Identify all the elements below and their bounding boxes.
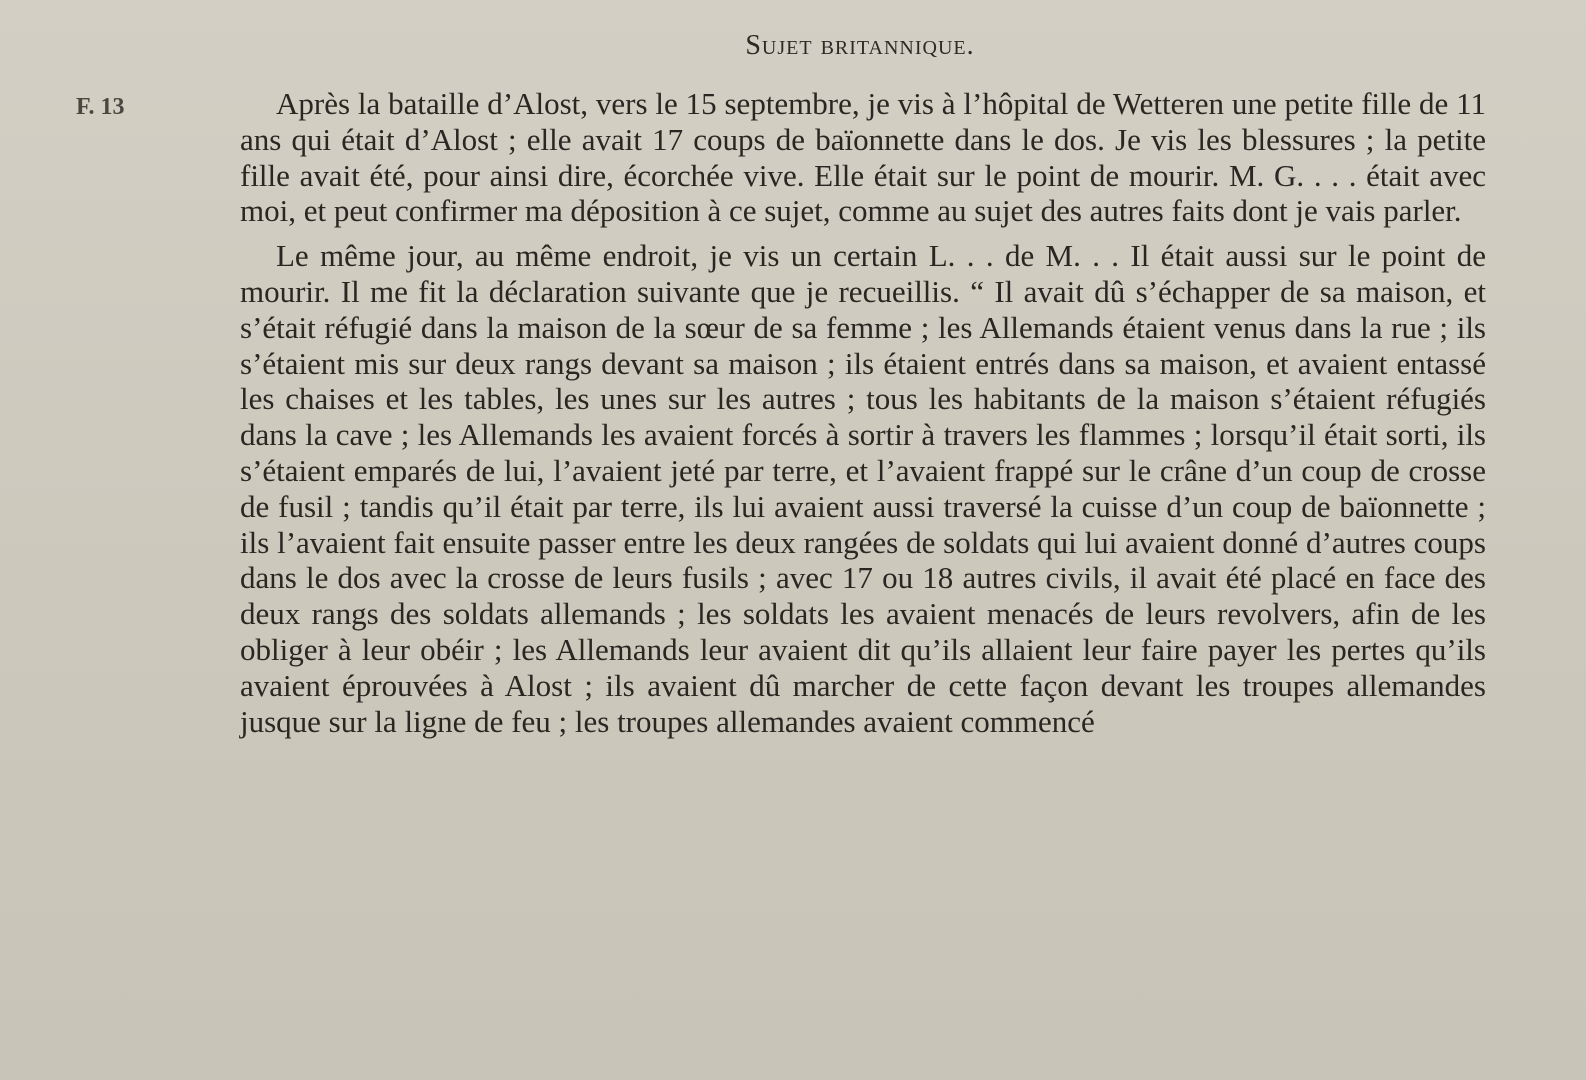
running-title: Sujet britannique.	[745, 30, 975, 61]
paragraph-2: Le même jour, au même endroit, je vis un certain L. . . de M. . . Il était aussi sur le point de mourir. Il me fit la déclaration suivante que je recueillis. “ Il avait dû s’échapper de sa maison, et s’était réfugié dans la maison de la sœur de sa femme ; les Allemands étaient venus dans la rue ; ils s’étaient mis sur deux rangs devant sa maison ; ils étaient entrés dans sa maison, et avaient entassé les chaises et les tables, les unes sur les autres ; tous les habitants de la maison s’étaient réfugiés dans la cave ; les Allemands les avaient forcés à sortir à travers les flammes ; lorsqu’il était sorti, ils s’étaient emparés de lui, l’avaient jeté par terre, et l’avaient frappé sur le crâne d’un coup de crosse de fusil ; tandis qu’il était par terre, ils lui avaient aussi traversé la cuisse d’un coup de baïonnette ; ils l’avaient fait ensuite passer entre les deux rangées de soldats qui lui avaient donné d’autres coups dans le dos avec la crosse de leurs fusils ; avec 17 ou 18 autres civils, il avait été placé en face des deux rangs des soldats allemands ; les soldats les avaient menacés de leurs revolvers, afin de les obliger à leur obéir ; les Allemands leur avaient dit qu’ils allaient leur faire payer les pertes qu’ils avaient éprouvées à Alost ; ils avaient dû marcher de cette façon devant les troupes allemandes jusque sur la ligne de feu ; les troupes allemandes avaient commencé	[240, 238, 1486, 739]
margin-reference: F. 13	[76, 94, 125, 120]
body-text	[240, 86, 1486, 739]
paragraph-1: Après la bataille d’Alost, vers le 15 septembre, je vis à l’hôpital de Wetteren une petite fille de 11 ans qui était d’Alost ; elle avait 17 coups de baïonnette dans le dos. Je vis les blessures ; la petite fille avait été, pour ainsi dire, écorchée vive. Elle était sur le point de mourir. M. G. . . . était avec moi, et peut confirmer ma déposition à ce sujet, comme au sujet des autres faits dont je vais parler.	[240, 86, 1486, 229]
